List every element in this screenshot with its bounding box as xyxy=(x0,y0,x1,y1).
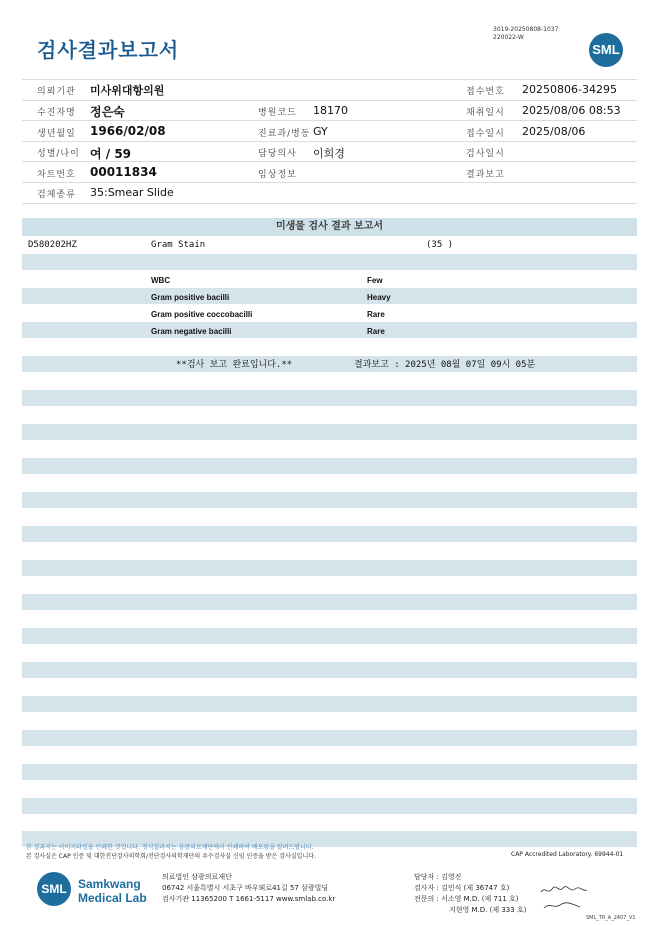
dob-label: 생년월일 xyxy=(37,129,76,139)
sml-logo xyxy=(589,33,623,67)
finding-result: Heavy xyxy=(367,293,391,302)
patient-name-value: 정은숙 xyxy=(90,105,125,119)
samkwang-logo xyxy=(37,872,71,906)
cap-accreditation: CAP Accredited Laboratory. 69944-01 xyxy=(511,851,624,858)
receipt-no-label: 접수번호 xyxy=(466,87,505,97)
chart-no-label: 차트번호 xyxy=(37,170,76,180)
clinical-info-label: 임상정보 xyxy=(258,170,297,180)
sex-age-label: 성별/나이 xyxy=(37,149,80,159)
signature xyxy=(542,896,582,908)
result-report-time: 결과보고 : 2025년 08월 07일 09시 05분 xyxy=(354,360,536,370)
test-time-label: 검사일시 xyxy=(466,149,505,159)
finding-organism: Gram positive coccobacilli xyxy=(151,310,253,319)
row-band xyxy=(22,356,637,372)
test-name: Gram Stain xyxy=(151,240,206,250)
row-band xyxy=(22,560,637,576)
dob-value: 1966/02/08 xyxy=(90,124,166,138)
samkwang-logo-subname: Medical Lab xyxy=(78,891,147,905)
specimen-label: 검체종류 xyxy=(37,190,76,200)
department-value: GY xyxy=(313,125,328,138)
row-band xyxy=(22,254,637,270)
divider xyxy=(22,141,637,142)
section-title-bar xyxy=(22,218,637,236)
divider xyxy=(22,182,637,183)
footer-note: 본 결과지는 이미지파일을 인쇄한 것입니다. 정식결과지는 삼광의료재단에서 인쇄하여 배포됨을 알려드립니다. xyxy=(26,844,314,851)
staff-tester: 검사자 : 김민식 (제 36747 호) xyxy=(414,884,510,892)
requesting-org-label: 의뢰기관 xyxy=(37,87,76,97)
row-band xyxy=(22,730,637,746)
row-band xyxy=(22,662,637,678)
report-complete-message: **검사 보고 완료입니다.** xyxy=(176,360,293,370)
signature xyxy=(539,881,589,893)
footer-certification: 본 검사실은 CAP 인증 및 대한진단검사의학회/진단검사의학재단의 우수검사실 신임 인증을 받은 검사실입니다. xyxy=(26,853,316,860)
row-band xyxy=(22,526,637,542)
department-label: 진료과/병동 xyxy=(258,129,311,139)
finding-result: Rare xyxy=(367,327,385,336)
received-time-value: 2025/08/06 xyxy=(522,125,586,138)
org-address: 06742 서울특별시 서초구 바우뫼로41길 57 삼광빌딩 xyxy=(162,884,329,892)
section-title: 미생물 검사 결과 보고서 xyxy=(275,221,384,232)
divider xyxy=(22,79,637,80)
form-version: SML_TR_A_2407_V1 xyxy=(586,915,636,921)
org-info xyxy=(162,872,335,905)
doctor-value: 이희경 xyxy=(313,147,345,160)
finding-organism: WBC xyxy=(151,276,171,285)
document-id xyxy=(493,26,558,42)
org-name: 의료법인 삼광의료재단 xyxy=(162,873,232,881)
test-ref: (35 ) xyxy=(426,240,454,250)
row-band xyxy=(22,424,637,440)
samkwang-logo-text: SML xyxy=(41,882,67,896)
staff-manager: 담당자 : 김영진 xyxy=(414,873,462,881)
finding-organism: Gram negative bacilli xyxy=(151,327,232,336)
report-title: 검사결과보고서 xyxy=(37,38,180,62)
hospital-code-label: 병원코드 xyxy=(258,108,297,118)
patient-name-label: 수진자명 xyxy=(37,108,76,118)
document-id-line2: 220022-W xyxy=(493,34,524,41)
hospital-code-value: 18170 xyxy=(313,104,348,117)
row-band xyxy=(22,390,637,406)
divider xyxy=(22,100,637,101)
org-contact: 검사기관 11365200 T 1661-5117 www.smlab.co.kr xyxy=(162,895,336,903)
staff-specialist-2: 지현영 M.D. (제 333 호) xyxy=(449,906,527,914)
sex-age-value: 여 / 59 xyxy=(90,147,132,161)
divider xyxy=(22,203,637,204)
document-id-line1: 3019-20250808-1037 xyxy=(493,26,559,33)
requesting-org-value: 미사위대항의원 xyxy=(90,84,165,97)
received-time-label: 접수일시 xyxy=(466,129,505,139)
row-band xyxy=(22,798,637,814)
finding-organism: Gram positive bacilli xyxy=(151,293,230,302)
row-band xyxy=(22,594,637,610)
specimen-value: 35:Smear Slide xyxy=(90,186,174,199)
row-band xyxy=(22,288,637,304)
divider xyxy=(22,120,637,121)
row-band xyxy=(22,628,637,644)
collection-time-label: 채취일시 xyxy=(466,108,505,118)
row-band xyxy=(22,696,637,712)
staff-specialist: 전문의 : 서소영 M.D. (제 711 호) xyxy=(414,895,519,903)
row-band xyxy=(22,764,637,780)
samkwang-logo-name: Samkwang xyxy=(78,877,141,891)
sml-logo-text: SML xyxy=(592,42,620,57)
staff-info xyxy=(414,872,526,916)
finding-result: Few xyxy=(367,276,383,285)
row-band xyxy=(22,322,637,338)
doctor-label: 담당의사 xyxy=(258,149,297,159)
receipt-no-value: 20250806-34295 xyxy=(522,83,617,96)
row-band xyxy=(22,458,637,474)
collection-time-value: 2025/08/06 08:53 xyxy=(522,104,621,117)
finding-result: Rare xyxy=(367,310,385,319)
report-time-label: 결과보고 xyxy=(466,170,505,180)
chart-no-value: 00011834 xyxy=(90,165,157,179)
test-code: D580202HZ xyxy=(28,240,77,250)
row-band xyxy=(22,492,637,508)
